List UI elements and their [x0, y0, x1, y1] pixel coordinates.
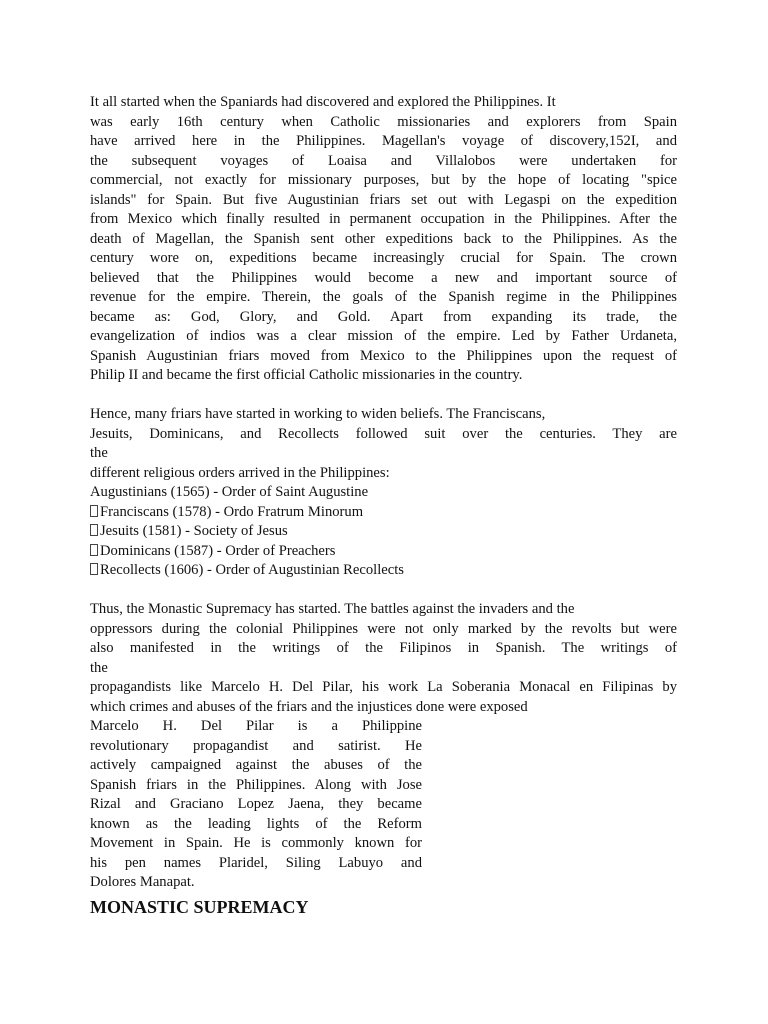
- text-line: oppressors during the colonial Philippines were not only marked by the revolts but were: [90, 620, 677, 637]
- text-line: his pen names Plaridel, Siling Labuyo and: [90, 854, 422, 871]
- text-line: different religious orders arrived in the Philippines:: [90, 464, 390, 481]
- text-line: the subsequent voyages of Loaisa and Villalobos were undertaken for: [90, 152, 677, 169]
- text-line: Spanish friars in the Philippines. Along with Jose: [90, 776, 422, 793]
- text-line: revenue for the empire. Therein, the goals of the Spanish regime in the Philippines: [90, 289, 677, 305]
- monastic-supremacy-paragraph: [90, 600, 677, 717]
- missing-glyph-icon: [90, 544, 98, 556]
- intro-paragraph: [90, 93, 677, 386]
- del-pilar-paragraph: [90, 717, 422, 893]
- text-line: death of Magellan, the Spanish sent other expeditions back to the Philippines. As the: [90, 230, 677, 247]
- text-line: became as: God, Glory, and Gold. Apart from expanding its trade, the: [90, 308, 677, 325]
- text-line: the: [90, 659, 108, 676]
- text-line: was early 16th century when Catholic missionaries and explorers from Spain: [90, 113, 677, 130]
- order-item-jesuits: Jesuits (1581) - Society of Jesus: [90, 522, 677, 542]
- text-line: commercial, not exactly for missionary purposes, but by the hope of locating "spice: [90, 172, 677, 188]
- text-line: Dolores Manapat.: [90, 874, 195, 890]
- text-line: Jesuits, Dominicans, and Recollects followed suit over the centuries. They are: [90, 425, 677, 442]
- religious-orders-list: [90, 483, 677, 581]
- text-line: propagandists like Marcelo H. Del Pilar, his work La Soberania Monacal en Filipinas by: [90, 679, 677, 695]
- text-line: Thus, the Monastic Supremacy has started. The battles against the invaders and the: [90, 601, 575, 617]
- text-line: from Mexico which finally resulted in permanent occupation in the Philippines. After the: [90, 211, 677, 227]
- text-line: Marcelo H. Del Pilar is a Philippine: [90, 718, 422, 734]
- text-line: century wore on, expeditions became increasingly crucial for Spain. The crown: [90, 250, 677, 266]
- text-line: known as the leading lights of the Reform: [90, 815, 422, 832]
- section-heading: MONASTIC SUPREMACY: [90, 896, 309, 917]
- paragraph-gap: [90, 581, 677, 601]
- text-line: islands" for Spain. But five Augustinian friars set out with Legaspi on the expedition: [90, 191, 677, 208]
- text-line: which crimes and abuses of the friars and the injustices done were exposed: [90, 698, 528, 715]
- paragraph-gap: [90, 386, 677, 406]
- order-item-dominicans: Dominicans (1587) - Order of Preachers: [90, 542, 677, 562]
- text-line: Philip II and became the first official Catholic missionaries in the country.: [90, 367, 523, 383]
- text-line: Hence, many friars have started in working to widen beliefs. The Franciscans,: [90, 406, 546, 422]
- order-item-augustinians: Augustinians (1565) - Order of Saint Augustine: [90, 484, 369, 500]
- order-item-franciscans: Franciscans (1578) - Ordo Fratrum Minorum: [90, 503, 677, 523]
- missing-glyph-icon: [90, 505, 98, 517]
- text-line: Rizal and Graciano Lopez Jaena, they became: [90, 796, 422, 812]
- text-line: Movement in Spain. He is commonly known for: [90, 835, 422, 851]
- missing-glyph-icon: [90, 524, 98, 536]
- religious-orders-paragraph: [90, 405, 677, 483]
- document-page: [90, 93, 677, 919]
- text-line: revolutionary propagandist and satirist. He: [90, 737, 422, 754]
- text-line: actively campaigned against the abuses of the: [90, 757, 422, 773]
- text-line: the: [90, 445, 108, 461]
- text-line: have arrived here in the Philippines. Magellan's voyage of discovery,152I, and: [90, 133, 677, 149]
- order-item-recollects: Recollects (1606) - Order of Augustinian Recollects: [90, 561, 677, 581]
- text-line: It all started when the Spaniards had discovered and explored the Philippines. It: [90, 94, 556, 110]
- missing-glyph-icon: [90, 563, 98, 575]
- text-line: also manifested in the writings of the Filipinos in Spanish. The writings of: [90, 640, 677, 656]
- text-line: believed that the Philippines would become a new and important source of: [90, 269, 677, 286]
- text-line: evangelization of indios was a clear mission of the empire. Led by Father Urdaneta,: [90, 328, 677, 344]
- text-line: Spanish Augustinian friars moved from Mexico to the Philippines upon the request of: [90, 347, 677, 364]
